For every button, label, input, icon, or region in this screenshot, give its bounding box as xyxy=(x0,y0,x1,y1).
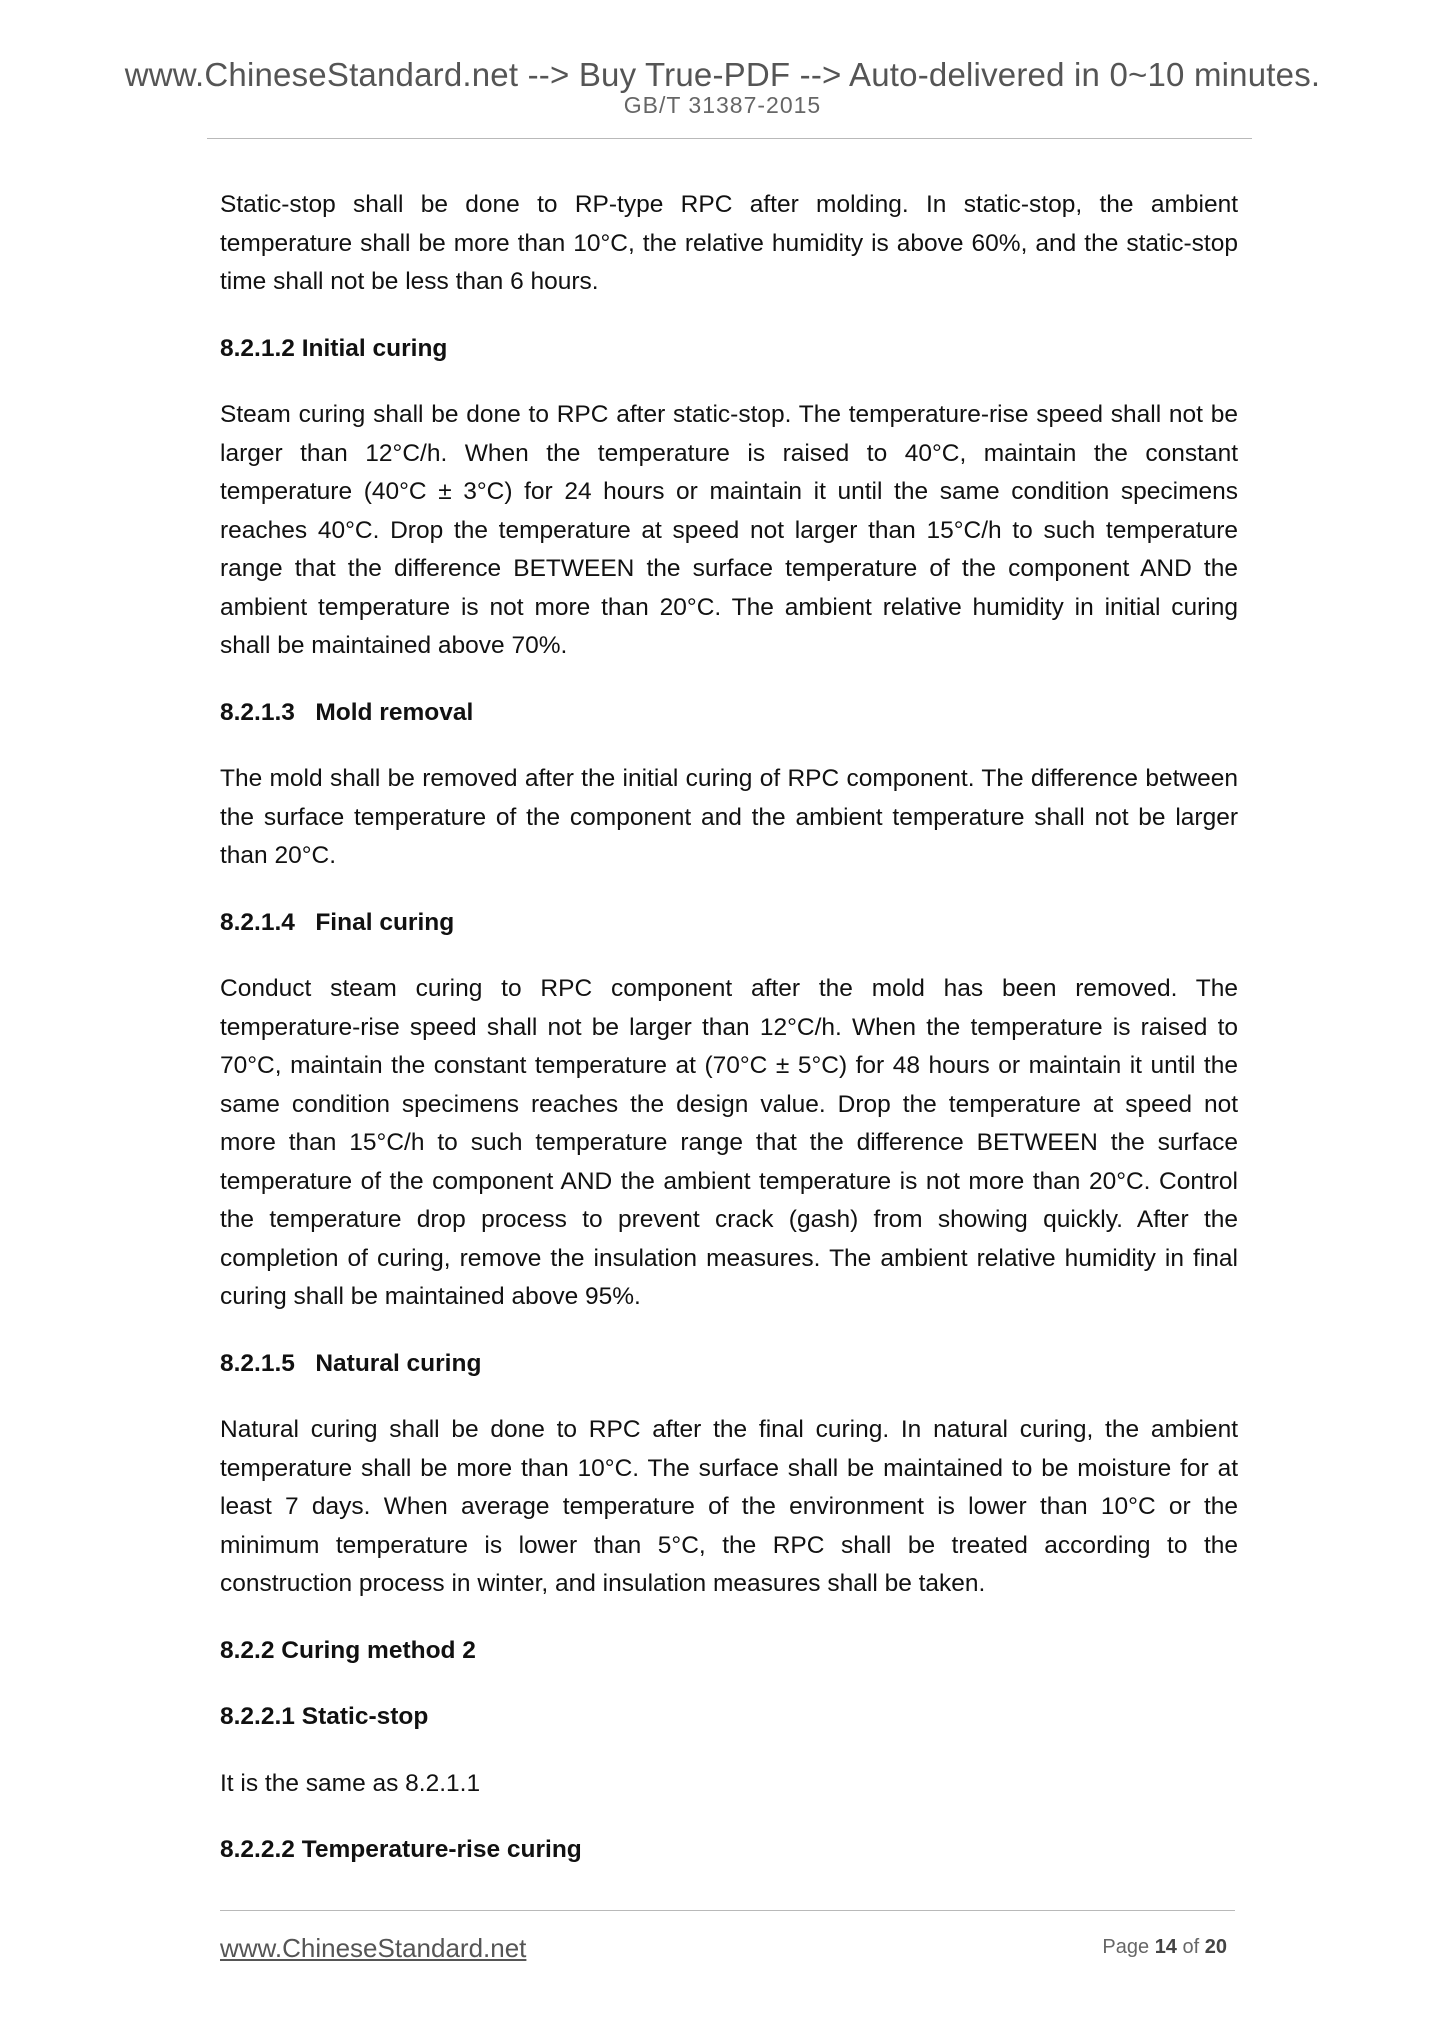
page-of: of xyxy=(1182,1936,1200,1958)
page-word: Page xyxy=(1102,1936,1150,1958)
footer-divider xyxy=(220,1910,1235,1911)
paragraph-initial-curing: Steam curing shall be done to RPC after static-stop. The temperature-rise speed shall not be larger than 12°C/h. When the temperature is raised to 40°C, maintain the constant temperature (40°C ± 3°C) for 24 hours or maintain it until the same condition specimens reaches 40°C. Drop the temperature at speed not larger than 15°C/h to such temperature range that the difference BETWEEN the surface temperature of the component AND the ambient temperature is not more than 20°C. The ambient relative humidity in initial curing shall be maintained above 70%. xyxy=(220,401,1238,659)
heading-temperature-rise-curing: 8.2.2.2 Temperature-rise curing xyxy=(220,1836,582,1863)
paragraph-natural-curing: Natural curing shall be done to RPC after the final curing. In natural curing, the ambient temperature shall be more than 10°C. The surface shall be maintained to be moisture for at least 7 days. When average temperature of the environment is lower than 10°C or the minimum temperature is lower than 5°C, the RPC shall be treated according to the construction process in winter, and insulation measures shall be taken. xyxy=(220,1416,1238,1597)
footer-site-link[interactable]: www.ChineseStandard.net xyxy=(220,1933,527,1963)
heading-mold-removal: 8.2.1.3 Mold removal xyxy=(220,698,474,726)
header-divider xyxy=(207,138,1252,139)
page-number xyxy=(1102,1936,1227,1959)
standard-code: GB/T 31387-2015 xyxy=(623,92,822,118)
heading-final-curing: 8.2.1.4 Final curing xyxy=(220,908,455,936)
heading-static-stop-2: 8.2.2.1 Static-stop xyxy=(220,1703,429,1730)
heading-curing-method-2: 8.2.2 Curing method 2 xyxy=(220,1636,476,1664)
paragraph-mold-removal: The mold shall be removed after the initial curing of RPC component. The difference between the surface temperature of the component and the ambient temperature shall not be larger than 20°C. xyxy=(220,765,1238,869)
paragraph-final-curing: Conduct steam curing to RPC component after the mold has been removed. The temperature-rise speed shall not be larger than 12°C/h. When the temperature is raised to 70°C, maintain the constant temperature at (70°C ± 5°C) for 48 hours or maintain it until the same condition specimens reaches the design value. Drop the temperature at speed not more than 15°C/h to such temperature range that the difference BETWEEN the surface temperature of the component AND the ambient temperature is not more than 20°C. Control the temperature drop process to prevent crack (gash) from showing quickly. After the completion of curing, remove the insulation measures. The ambient relative humidity in final curing shall be maintained above 95%. xyxy=(220,975,1238,1310)
heading-initial-curing: 8.2.1.2 Initial curing xyxy=(220,334,448,362)
paragraph-same-as: It is the same as 8.2.1.1 xyxy=(220,1769,481,1797)
document-body xyxy=(220,186,1238,1898)
page-total: 20 xyxy=(1204,1936,1227,1958)
top-banner[interactable]: www.ChineseStandard.net --> Buy True-PDF --> Auto-delivered in 0~10 minutes. xyxy=(124,56,1321,93)
heading-natural-curing: 8.2.1.5 Natural curing xyxy=(220,1349,482,1377)
paragraph-static-stop: Static-stop shall be done to RP-type RPC after molding. In static-stop, the ambient temperature shall be more than 10°C, the relative humidity is above 60%, and the static-stop time shall not be less than 6 hours. xyxy=(220,191,1238,295)
page-current: 14 xyxy=(1154,1936,1177,1958)
